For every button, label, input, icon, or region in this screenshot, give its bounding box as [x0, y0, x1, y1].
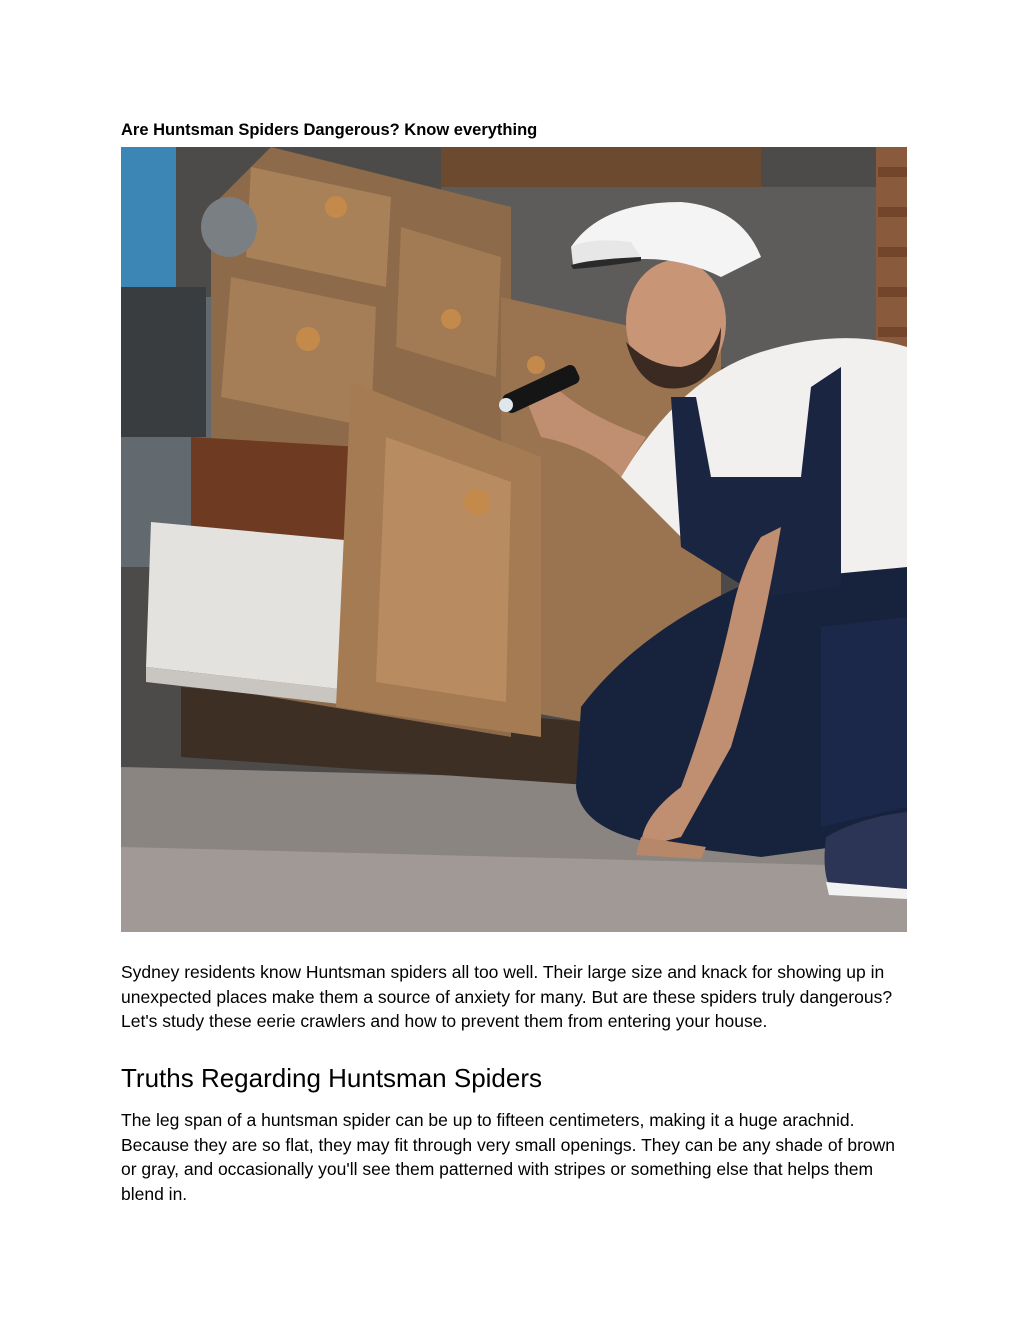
- intro-paragraph: Sydney residents know Huntsman spiders all too well. Their large size and knack for showing up in unexpected places make them a source of anxiety for many. But are these spiders truly dangerous? Let's study these eerie crawlers and how to prevent them from entering your house.: [121, 962, 893, 1032]
- hero-photo: [121, 147, 907, 932]
- section-heading: Truths Regarding Huntsman Spiders: [121, 1063, 543, 1093]
- document-title: Are Huntsman Spiders Dangerous? Know everything: [121, 121, 538, 139]
- section-paragraph: The leg span of a huntsman spider can be up to fifteen centimeters, making it a huge arachnid. Because they are so flat, they may fit through very small openings. They can be any shade of brown or gray, and occasionally you'll see them patterned with stripes or something else that helps them blend in.: [121, 1110, 895, 1205]
- photo-pest-inspector-icon: [121, 147, 907, 932]
